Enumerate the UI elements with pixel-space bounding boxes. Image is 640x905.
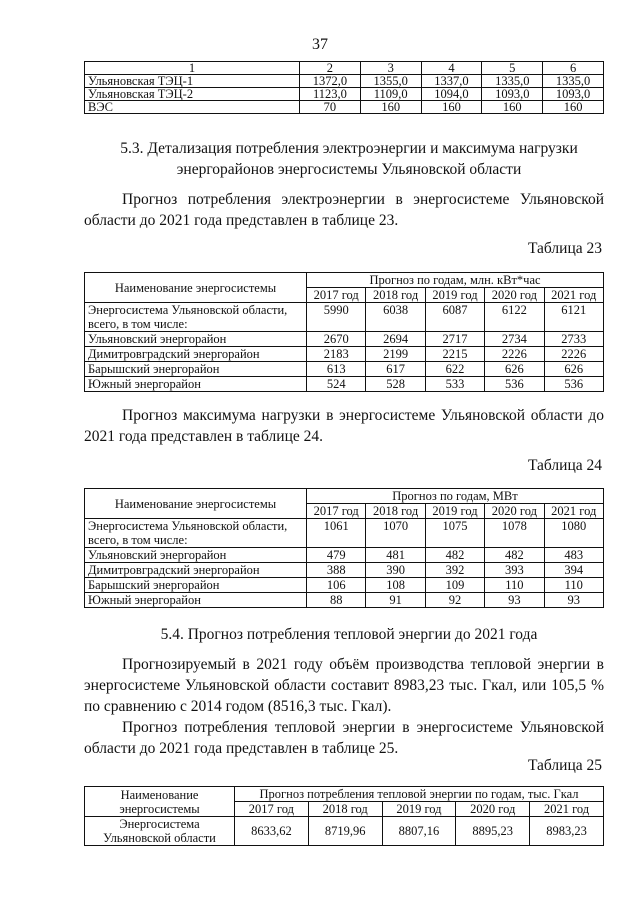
paragraph-5-3: Прогноз потребления электроэнергии в энергосистеме Ульяновской области до 2021 года представлен в таблице 23. (84, 191, 604, 229)
row-name: Ульяновский энергорайон (85, 548, 307, 563)
cell: 6122 (485, 303, 544, 332)
cell: 536 (544, 377, 603, 392)
cell: 2670 (307, 332, 366, 347)
year-cell: 2017 год (307, 504, 366, 519)
year-cell: 2017 год (307, 288, 366, 303)
row-name: Ульяновская ТЭЦ-1 (85, 75, 300, 88)
table-header-row (85, 62, 604, 75)
cell: 2694 (366, 332, 425, 347)
year-cell: 2021 год (544, 504, 603, 519)
cell: 479 (307, 548, 366, 563)
row-name: Димитровградский энергорайон (85, 563, 307, 578)
cell: 106 (307, 578, 366, 593)
header-cell: 2 (300, 62, 361, 75)
paragraph-5-4-2: Прогноз потребления тепловой энергии в энергосистеме Ульяновской области до 2021 года представлен в таблице 25. (84, 719, 604, 757)
year-cell: 2018 год (366, 504, 425, 519)
cell: 388 (307, 563, 366, 578)
cell: 626 (544, 362, 603, 377)
cell: 1094,0 (421, 88, 482, 101)
name-header-line: Наименование (120, 787, 199, 802)
table-25-label: Таблица 25 (527, 757, 602, 774)
row-name (85, 817, 235, 846)
header-cell: 5 (482, 62, 543, 75)
cell: 482 (425, 548, 484, 563)
cell: 91 (366, 593, 425, 608)
year-cell: 2020 год (456, 802, 530, 817)
cell: 1093,0 (482, 88, 543, 101)
cell: 394 (544, 563, 603, 578)
heading-line: 5.3. Детализация потребления электроэнергии и максимума нагрузки (120, 140, 578, 157)
cell: 8633,62 (235, 817, 309, 846)
cell: 6087 (425, 303, 484, 332)
cell: 110 (544, 578, 603, 593)
table-header-row (85, 273, 604, 288)
cell: 2226 (544, 347, 603, 362)
row-name: ВЭС (85, 101, 300, 114)
cell: 88 (307, 593, 366, 608)
row-name-line: Энергосистема (119, 817, 200, 831)
table-23 (84, 272, 604, 392)
cell: 8895,23 (456, 817, 530, 846)
paragraph-5-4-1: Прогнозируемый в 2021 году объём производства тепловой энергии в энергосистеме Ульяновской области составит 8983,23 тыс. Гкал, или 105,5 % по сравнению с 2014 годом (8516,3 тыс. Гкал). (84, 656, 604, 715)
group-header: Прогноз по годам, МВт (307, 489, 604, 504)
cell: 393 (485, 563, 544, 578)
table-row (85, 303, 604, 332)
cell: 8983,23 (530, 817, 604, 846)
row-name: Ульяновская ТЭЦ-2 (85, 88, 300, 101)
header-cell: 1 (85, 62, 300, 75)
name-header: Наименование энергосистемы (85, 489, 307, 519)
cell: 617 (366, 362, 425, 377)
heading-line: энергорайонов энергосистемы Ульяновской области (176, 161, 522, 178)
table-row (85, 563, 604, 578)
table-header-row (85, 787, 604, 802)
cell: 93 (544, 593, 603, 608)
table-24-label: Таблица 24 (527, 457, 602, 474)
table-row (85, 519, 604, 548)
cell: 2215 (425, 347, 484, 362)
cell: 6121 (544, 303, 603, 332)
cell: 2717 (425, 332, 484, 347)
cell: 1109,0 (360, 88, 421, 101)
year-cell: 2017 год (235, 802, 309, 817)
cell: 1075 (425, 519, 484, 548)
table-25 (84, 786, 604, 846)
year-cell: 2019 год (425, 288, 484, 303)
cell: 1123,0 (300, 88, 361, 101)
table-row (85, 101, 604, 114)
name-header-line: энергосистемы (119, 801, 200, 816)
table-row (85, 377, 604, 392)
cell: 1355,0 (360, 75, 421, 88)
table-row (85, 593, 604, 608)
cell: 2226 (485, 347, 544, 362)
table-23-label: Таблица 23 (527, 240, 602, 257)
cell: 8807,16 (382, 817, 456, 846)
row-name-line: Энергосистема Ульяновской области, (88, 303, 288, 317)
cell: 160 (482, 101, 543, 114)
cell: 70 (300, 101, 361, 114)
cell: 8719,96 (308, 817, 382, 846)
cell: 524 (307, 377, 366, 392)
table-row (85, 75, 604, 88)
cell: 622 (425, 362, 484, 377)
cell: 613 (307, 362, 366, 377)
cell: 160 (360, 101, 421, 114)
cell: 533 (425, 377, 484, 392)
section-heading-5-3 (84, 138, 614, 180)
table-row (85, 332, 604, 347)
row-name (85, 519, 307, 548)
cell: 108 (366, 578, 425, 593)
row-name (85, 303, 307, 332)
cell: 1372,0 (300, 75, 361, 88)
year-cell: 2020 год (485, 288, 544, 303)
group-header: Прогноз по годам, млн. кВт*час (307, 273, 604, 288)
cell: 390 (366, 563, 425, 578)
cell: 481 (366, 548, 425, 563)
cell: 1061 (307, 519, 366, 548)
cell: 482 (485, 548, 544, 563)
cell: 110 (485, 578, 544, 593)
cell: 93 (485, 593, 544, 608)
name-header (85, 787, 235, 817)
cell: 1335,0 (482, 75, 543, 88)
cell: 392 (425, 563, 484, 578)
year-cell: 2021 год (544, 288, 603, 303)
row-name-line: всего, в том числе: (88, 317, 188, 331)
cell: 626 (485, 362, 544, 377)
row-name: Южный энергорайон (85, 593, 307, 608)
cell: 1335,0 (543, 75, 604, 88)
year-cell: 2019 год (382, 802, 456, 817)
table-top (84, 61, 604, 114)
year-cell: 2019 год (425, 504, 484, 519)
year-cell: 2020 год (485, 504, 544, 519)
section-heading-5-4: 5.4. Прогноз потребления тепловой энергии до 2021 года (160, 626, 538, 643)
cell: 1070 (366, 519, 425, 548)
cell: 6038 (366, 303, 425, 332)
cell: 1080 (544, 519, 603, 548)
cell: 483 (544, 548, 603, 563)
cell: 528 (366, 377, 425, 392)
year-cell: 2018 год (308, 802, 382, 817)
row-name-line: всего, в том числе: (88, 533, 188, 547)
cell: 160 (543, 101, 604, 114)
table-row (85, 578, 604, 593)
name-header: Наименование энергосистемы (85, 273, 307, 303)
year-cell: 2021 год (530, 802, 604, 817)
cell: 2733 (544, 332, 603, 347)
row-name: Ульяновский энергорайон (85, 332, 307, 347)
table-row (85, 362, 604, 377)
cell: 92 (425, 593, 484, 608)
cell: 2183 (307, 347, 366, 362)
table-row (85, 88, 604, 101)
cell: 1078 (485, 519, 544, 548)
row-name-line: Энергосистема Ульяновской области, (88, 519, 288, 533)
cell: 2734 (485, 332, 544, 347)
table-row (85, 347, 604, 362)
cell: 1337,0 (421, 75, 482, 88)
row-name: Южный энергорайон (85, 377, 307, 392)
cell: 5990 (307, 303, 366, 332)
cell: 536 (485, 377, 544, 392)
year-cell: 2018 год (366, 288, 425, 303)
cell: 1093,0 (543, 88, 604, 101)
cell: 2199 (366, 347, 425, 362)
row-name-line: Ульяновской области (103, 831, 216, 845)
table-row (85, 548, 604, 563)
header-cell: 6 (543, 62, 604, 75)
row-name: Барышский энергорайон (85, 362, 307, 377)
row-name: Димитровградский энергорайон (85, 347, 307, 362)
row-name: Барышский энергорайон (85, 578, 307, 593)
table-24 (84, 488, 604, 608)
page-number: 37 (312, 36, 328, 53)
header-cell: 3 (360, 62, 421, 75)
group-header: Прогноз потребления тепловой энергии по годам, тыс. Гкал (235, 787, 604, 802)
paragraph-table-24: Прогноз максимума нагрузки в энергосистеме Ульяновской области до 2021 года представлен в таблице 24. (84, 407, 604, 445)
cell: 109 (425, 578, 484, 593)
table-header-row (85, 489, 604, 504)
table-row (85, 817, 604, 846)
cell: 160 (421, 101, 482, 114)
header-cell: 4 (421, 62, 482, 75)
